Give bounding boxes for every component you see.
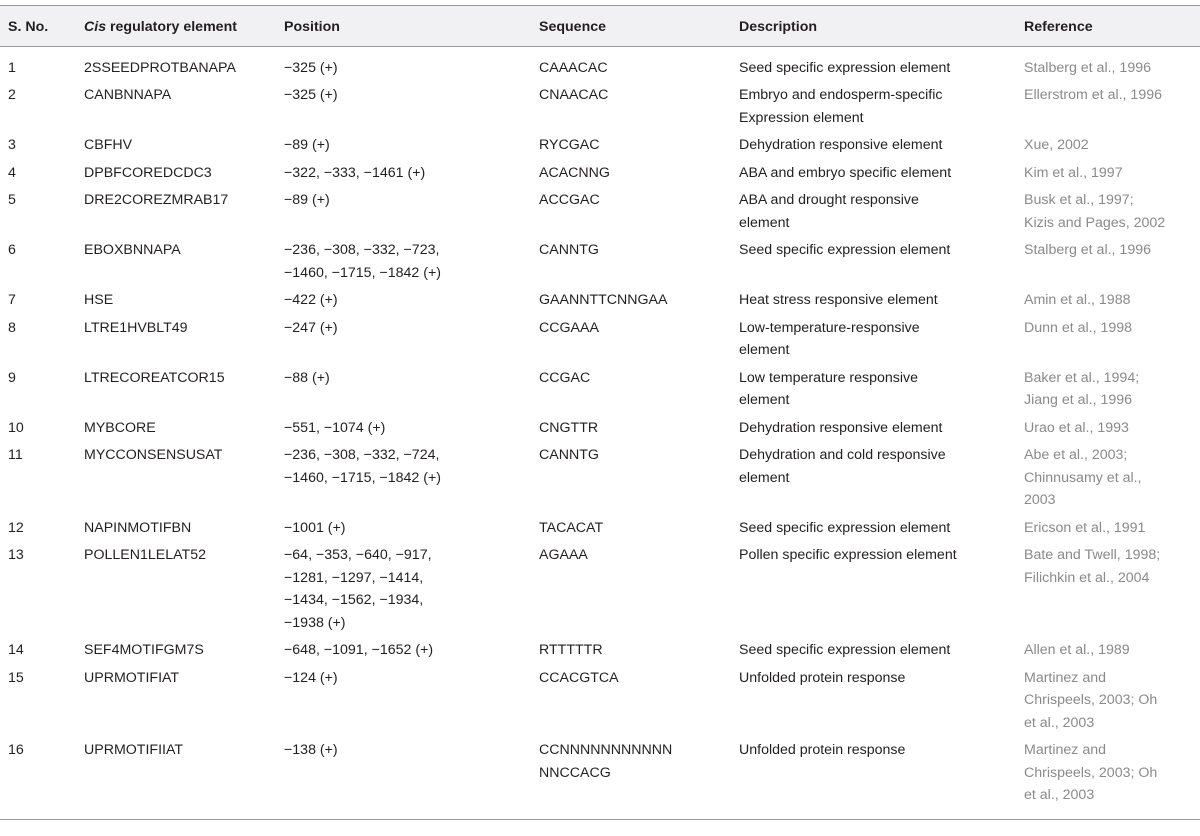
cell-element: LTRECOREATCOR15 [84,369,225,386]
cell-reference: Baker et al., 1994; Jiang et al., 1996 [1024,369,1140,408]
cell-sequence: CANNTG [539,447,599,463]
cell-sno: 8 [8,319,16,336]
table-header-row [0,6,1200,47]
table-row [0,662,1200,735]
cell-sno: 9 [8,369,16,386]
cell-position: −89 (+) [284,192,330,208]
cell-reference: Amin et al., 1988 [1024,292,1131,308]
cell-reference: Xue, 2002 [1024,137,1089,153]
cell-description: Dehydration and cold responsive element [739,447,946,486]
cell-description: ABA and embryo specific element [739,164,952,181]
cell-sno: 12 [8,519,24,536]
cell-position: −322, −333, −1461 (+) [284,164,426,181]
header-sequence: Sequence [539,6,739,47]
cell-position: −551, −1074 (+) [284,419,386,436]
cell-reference: Urao et al., 1993 [1024,419,1129,436]
cell-element: MYBCORE [84,419,156,436]
cell-position: −648, −1091, −1652 (+) [284,642,434,658]
cell-description: Low temperature responsive element [739,369,919,408]
cell-sno: 13 [8,547,24,563]
cell-position: −422 (+) [284,292,338,308]
cell-description: Seed specific expression element [739,242,951,258]
cell-sno: 7 [8,292,16,308]
cell-position: −124 (+) [284,669,338,686]
header-element [84,6,284,47]
cell-reference: Stalberg et al., 1996 [1024,59,1151,76]
cell-element: POLLEN1LELAT52 [84,547,206,563]
cell-reference: Martinez and Chrispeels, 2003; Oh et al., 2003 [1024,669,1158,731]
cell-description: Heat stress responsive element [739,292,938,308]
cell-sequence: AGAAA [539,547,588,563]
cell-reference: Ericson et al., 1991 [1024,519,1146,536]
cell-element: UPRMOTIFIIAT [84,734,284,819]
cell-sequence: RTTTTTR [539,642,603,658]
cell-position: −325 (+) [284,59,338,76]
cell-sequence: CANNTG [539,242,599,258]
cell-sno: 4 [8,164,16,181]
header-reference: Reference [1024,6,1200,47]
cell-element: HSE [84,292,114,308]
cell-reference: Ellerstrom et al., 1996 [1024,87,1162,103]
cell-sequence: TACACAT [539,519,604,536]
cell-sequence: CCGAAA [539,319,599,336]
cell-sequence: CAAACAC [539,59,608,76]
cell-position: −325 (+) [284,87,338,103]
header-element-italic: Cis [84,19,107,35]
cell-reference: Abe et al., 2003; Chinnusamy et al., 2003 [1024,447,1142,508]
cell-sequence: CNAACAC [539,87,609,103]
table-row [0,634,1200,662]
cell-element: 2SSEEDPROTBANAPA [84,59,236,76]
table-row [0,539,1200,634]
table-row [0,439,1200,512]
cell-position: −236, −308, −332, −724, −1460, −1715, −1842 (+) [284,447,441,486]
cell-reference: Busk et al., 1997; Kizis and Pages, 2002 [1024,192,1166,231]
cell-element: SEF4MOTIFGM7S [84,642,204,658]
table-row [0,157,1200,185]
cell-reference: Allen et al., 1989 [1024,642,1130,658]
cell-element: NAPINMOTIFBN [84,519,192,536]
cell-sno: 14 [8,642,24,658]
cell-sequence: CCNNNNNNNNNNN NNCCACG [539,734,739,819]
cell-element: UPRMOTIFIAT [84,669,180,686]
cell-description: Seed specific expression element [739,642,951,658]
cell-description: Dehydration responsive element [739,137,943,153]
cell-position: −64, −353, −640, −917, −1281, −1297, −1414, −1434, −1562, −1934, −1938 (+) [284,547,432,631]
cell-description: Unfolded protein response [739,669,906,686]
table-row [0,284,1200,312]
cell-sequence: GAANNTTCNNGAA [539,292,668,308]
cell-description: Pollen specific expression element [739,547,957,563]
cell-position: −247 (+) [284,319,338,336]
cell-element: DPBFCOREDCDC3 [84,164,212,181]
cell-sno: 3 [8,137,16,153]
cell-sno: 5 [8,192,16,208]
cell-sequence: CNGTTR [539,419,599,436]
cell-description: Embryo and endosperm-specific Expression element [739,87,943,126]
cell-description: Seed specific expression element [739,519,951,536]
cell-position: −138 (+) [284,734,539,819]
cell-sno: 15 [8,669,24,686]
header-position: Position [284,6,539,47]
cell-sequence: ACCGAC [539,192,600,208]
cell-position: −89 (+) [284,137,330,153]
cell-element: LTRE1HVBLT49 [84,319,188,336]
cell-sno: 11 [8,447,23,463]
cell-element: DRE2COREZMRAB17 [84,192,229,208]
cell-sno: 1 [8,59,16,76]
table-row [0,234,1200,284]
cell-reference: Stalberg et al., 1996 [1024,242,1151,258]
table-row [0,312,1200,362]
cell-position: −1001 (+) [284,519,346,536]
cell-position: −88 (+) [284,369,330,386]
cell-sno: 10 [8,419,24,436]
cell-reference: Martinez and Chrispeels, 2003; Oh et al., 2003 [1024,734,1200,819]
cell-description: Low-temperature-responsive element [739,319,920,358]
cell-sequence: CCACGTCA [539,669,619,686]
table-row [0,734,1200,819]
cell-description: Unfolded protein response [739,734,1024,819]
cell-position: −236, −308, −332, −723, −1460, −1715, −1842 (+) [284,242,441,281]
cell-description: ABA and drought responsive element [739,192,919,231]
cell-description: Dehydration responsive element [739,419,943,436]
cell-description: Seed specific expression element [739,59,951,76]
cell-reference: Bate and Twell, 1998; Filichkin et al., 2004 [1024,547,1161,586]
table-row [0,184,1200,234]
cell-reference: Dunn et al., 1998 [1024,319,1133,336]
cell-sno: 16 [0,734,84,819]
table-row [0,79,1200,129]
cis-elements-table [0,5,1200,820]
header-element-rest: regulatory element [106,19,237,35]
cell-element: EBOXBNNAPA [84,242,181,258]
table-row [0,129,1200,157]
cell-reference: Kim et al., 1997 [1024,164,1123,181]
header-description: Description [739,6,1024,47]
cell-sequence: ACACNNG [539,164,610,181]
table-row [0,362,1200,412]
table-row [0,412,1200,440]
cell-element: MYCCONSENSUSAT [84,447,223,463]
table-row [0,512,1200,540]
cell-sno: 2 [8,87,16,103]
cell-element: CANBNNAPA [84,87,172,103]
cell-sequence: CCGAC [539,369,591,386]
table-row [0,46,1200,79]
header-sno: S. No. [0,6,84,47]
cell-element: CBFHV [84,137,133,153]
cell-sequence: RYCGAC [539,137,600,153]
cell-sno: 6 [8,242,16,258]
